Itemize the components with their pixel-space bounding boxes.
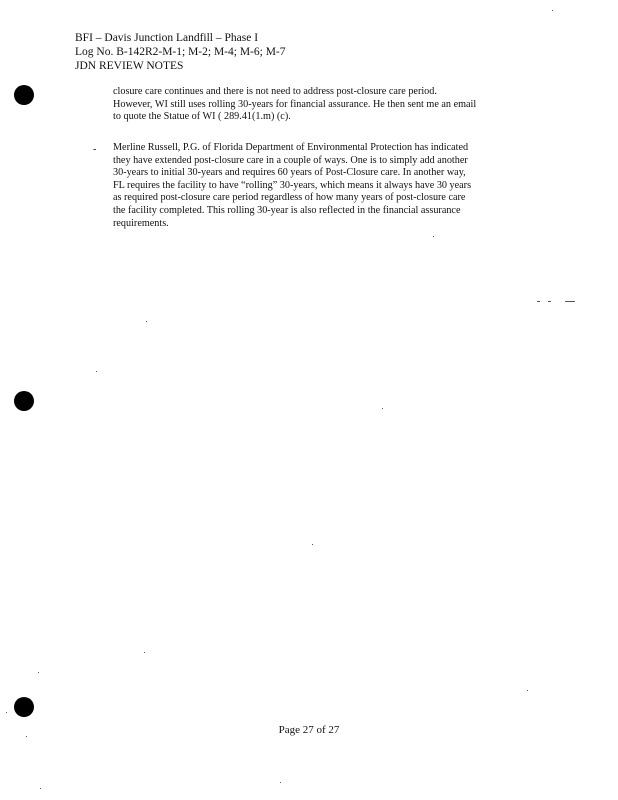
scan-speck xyxy=(537,301,540,302)
paragraph-line: 30-years to initial 30-years and requires 60 years of Post-Closure care. In another way, xyxy=(113,167,466,179)
scan-speck xyxy=(312,544,313,545)
scan-speck xyxy=(96,371,97,372)
paragraph-line: Merline Russell, P.G. of Florida Department of Environmental Protection has indicated xyxy=(113,142,469,153)
binder-hole-middle xyxy=(14,391,34,411)
paragraph-line: the facility completed. This rolling 30-year is also reflected in the financial assurance xyxy=(113,204,461,216)
scan-speck xyxy=(6,712,7,713)
scan-speck xyxy=(548,301,551,302)
paragraph-florida xyxy=(113,142,471,230)
binder-hole-top xyxy=(14,85,34,105)
page-number: Page 27 of 27 xyxy=(278,724,340,736)
paragraph-line: requirements. xyxy=(113,217,169,229)
scan-speck xyxy=(144,652,145,653)
page-header xyxy=(75,31,286,73)
scan-speck xyxy=(565,301,575,302)
scan-speck xyxy=(280,782,281,783)
scan-speck xyxy=(552,10,553,11)
paragraph-line: as required post-closure care period regardless of how many years of post-closure care xyxy=(113,192,466,204)
binder-hole-bottom xyxy=(14,697,34,717)
scan-speck xyxy=(146,321,147,322)
scan-speck xyxy=(433,236,434,237)
header-project-title: BFI – Davis Junction Landfill – Phase I xyxy=(75,32,259,44)
scan-speck xyxy=(382,408,383,409)
paragraph-line: to quote the Statue of WI ( 289.41(1.m) (c). xyxy=(113,111,291,123)
paragraph-line: FL requires the facility to have “rolling” 30-years, which means it always have 30 years xyxy=(113,179,472,191)
header-log-number: Log No. B-142R2-M-1; M-2; M-4; M-6; M-7 xyxy=(75,46,286,58)
scan-speck xyxy=(38,672,39,673)
paragraph-line: they have extended post-closure care in a couple of ways. One is to simply add another xyxy=(113,154,468,166)
paragraph-line: However, WI still uses rolling 30-years for financial assurance. He then sent me an email xyxy=(113,98,477,110)
scan-speck xyxy=(26,736,27,737)
paragraph-line: closure care continues and there is not need to address post-closure care period. xyxy=(113,86,437,97)
scan-speck xyxy=(40,788,41,789)
bullet-dash: - xyxy=(93,144,97,155)
header-notes-title: JDN REVIEW NOTES xyxy=(75,60,184,72)
paragraph-continuation xyxy=(113,86,476,124)
scan-speck xyxy=(527,690,528,691)
